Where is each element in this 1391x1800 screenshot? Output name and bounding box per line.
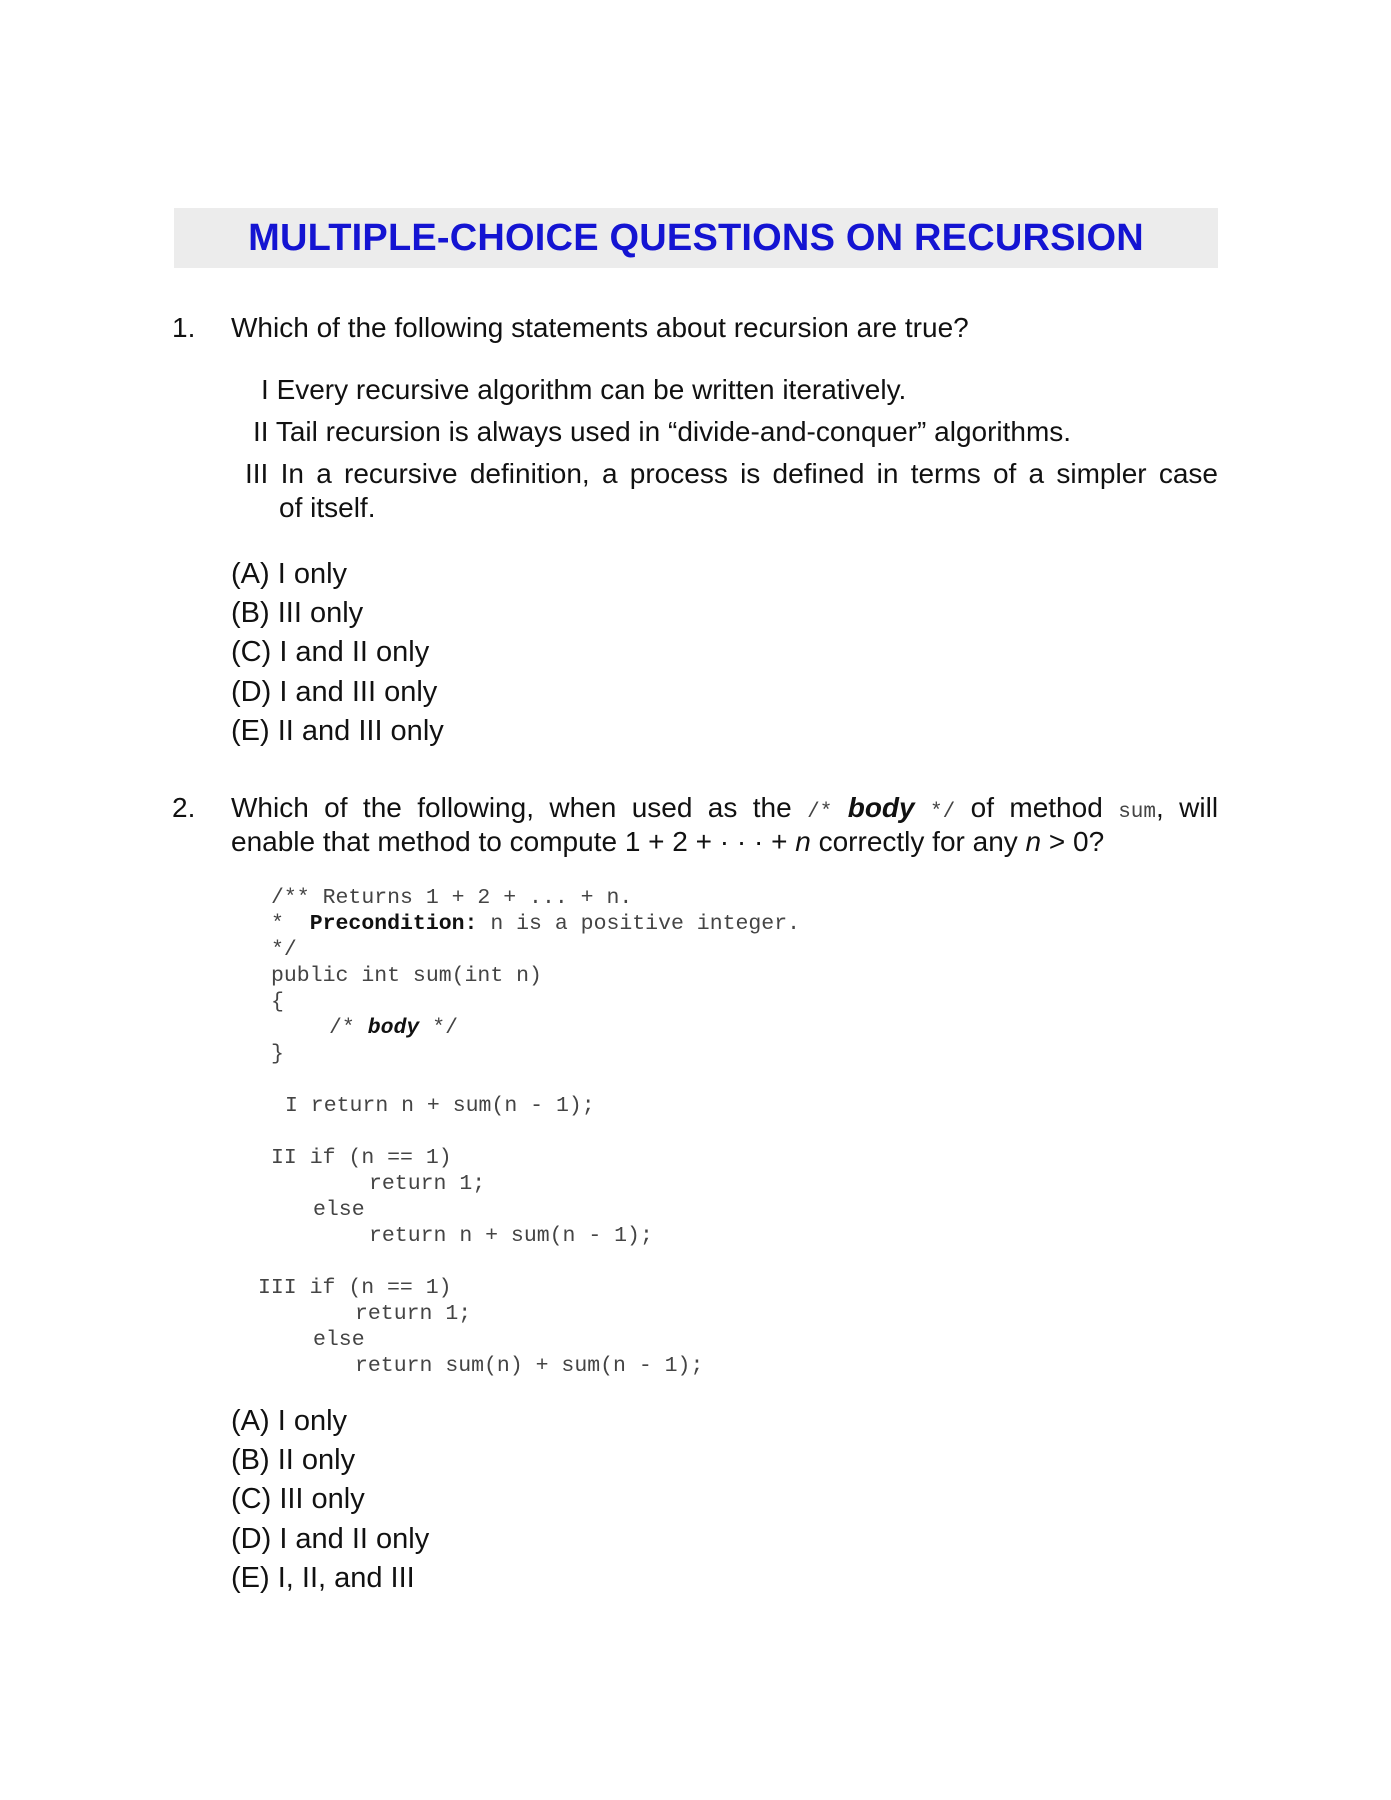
q2-comment-close: */ [930, 801, 956, 824]
q2-line2-c: > 0? [1048, 826, 1105, 857]
q2-number: 2. [172, 792, 196, 823]
q2-method-name: sum [1118, 801, 1156, 824]
q1-statement-1-text: Every recursive algorithm can be written iteratively. [276, 374, 907, 405]
code-line-3: */ [271, 938, 297, 962]
code-body-word: body [367, 1016, 420, 1040]
q2-text-a: Which of the following, when used as the [231, 792, 792, 823]
option-ii-line-3: else [313, 1198, 365, 1222]
q2-body-word: body [847, 792, 915, 823]
option-iii-line-4: return sum(n) + sum(n - 1); [355, 1354, 704, 1378]
code-body-open: /* [329, 1016, 368, 1040]
option-iii-line-3: else [313, 1328, 365, 1352]
option-ii-line-4: return n + sum(n - 1); [369, 1224, 653, 1248]
q1-statement-2 [253, 415, 1071, 449]
q2-line2-b: correctly for any [818, 826, 1018, 857]
q1-choice-b: (B) III only [231, 597, 364, 629]
q1-text: Which of the following statements about recursion are true? [231, 312, 969, 343]
q2-choice-c: (C) III only [231, 1483, 365, 1515]
q2-text-c: , will [1156, 792, 1219, 823]
q2-text-line2 [231, 825, 1104, 859]
q1-choice-d: (D) I and III only [231, 676, 438, 708]
code-precondition-text: n is a positive integer. [477, 912, 801, 936]
option-iii-line-2: return 1; [355, 1302, 472, 1326]
q1-choice-e: (E) II and III only [231, 715, 444, 747]
option-i-line-1: I return n + sum(n - 1); [285, 1094, 595, 1118]
code-precondition-label: Precondition: [309, 912, 478, 936]
q2-choice-a: (A) I only [231, 1405, 348, 1437]
q1-statement-1 [261, 373, 906, 407]
code-line-4: public int sum(int n) [271, 964, 542, 988]
q1-statement-3 [245, 457, 1218, 491]
code-line-2 [271, 911, 800, 937]
q2-var-n-2: n [1025, 826, 1042, 857]
q2-line2-a: enable that method to compute 1 + 2 + · · · + [231, 826, 788, 857]
q1-choice-c: (C) I and II only [231, 636, 430, 668]
code-body-close: */ [419, 1016, 459, 1040]
q1-statement-3-continuation: of itself. [279, 492, 376, 523]
q2-choice-b: (B) II only [231, 1444, 356, 1476]
option-ii-line-2: return 1; [369, 1172, 486, 1196]
code-line-7: } [271, 1042, 284, 1066]
q1-statement-3-text: In a recursive definition, a process is defined in terms of a simpler case [280, 458, 1218, 489]
q1-statement-1-numeral: I [261, 374, 269, 405]
q2-text-b: of method [970, 792, 1103, 823]
q2-comment-open: /* [807, 801, 833, 824]
code-line-5: { [271, 990, 284, 1014]
q2-var-n: n [795, 826, 811, 857]
q1-choice-a: (A) I only [231, 558, 348, 590]
page-title: MULTIPLE-CHOICE QUESTIONS ON RECURSION [174, 208, 1218, 268]
code-line-1: /** Returns 1 + 2 + ... + n. [271, 886, 633, 910]
code-line-2-star: * [271, 912, 284, 936]
option-ii-line-1: II if (n == 1) [271, 1146, 452, 1170]
code-line-6 [329, 1015, 458, 1041]
option-iii-line-1: III if (n == 1) [258, 1276, 452, 1300]
q1-statement-3-numeral: III [245, 458, 269, 489]
q2-choice-d: (D) I and II only [231, 1523, 430, 1555]
q1-statement-2-numeral: II [253, 416, 269, 447]
q1-number: 1. [172, 312, 196, 343]
q1-statement-2-text: Tail recursion is always used in “divide-and-conquer” algorithms. [275, 416, 1072, 447]
q2-choice-e: (E) I, II, and III [231, 1562, 415, 1594]
